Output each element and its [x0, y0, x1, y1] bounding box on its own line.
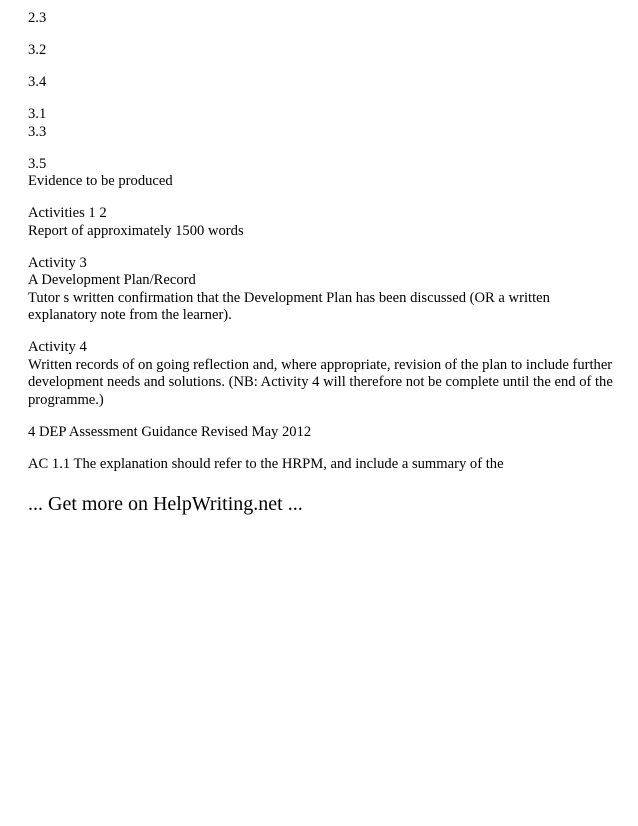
section-2-3	[28, 10, 613, 28]
activity-evidence-detail: Written records of on going reflection and, where appropriate, revision of the plan to include further development needs and solutions. (NB: Activity 4 will therefore not be complete until the end of the programme.)	[28, 356, 613, 408]
section-3-4	[28, 74, 613, 92]
guidance-heading	[28, 424, 613, 442]
activities-1-2	[28, 205, 613, 240]
activity-4	[28, 339, 613, 409]
evidence-heading: Evidence to be produced	[28, 173, 173, 189]
section-3-2	[28, 42, 613, 60]
activity-heading: Activity 4	[28, 339, 87, 355]
section-number: 3.2	[28, 42, 47, 58]
section-3-1-3-3	[28, 106, 613, 141]
section-number: 2.3	[28, 10, 47, 26]
guidance-title: 4 DEP Assessment Guidance Revised May 2012	[28, 423, 312, 440]
section-number: 3.1	[28, 106, 47, 122]
section-3-5	[28, 156, 613, 191]
document-page	[28, 10, 613, 516]
activity-evidence: A Development Plan/Record	[28, 272, 196, 288]
activity-heading: Activity 3	[28, 254, 87, 271]
activity-heading: Activities 1 2	[28, 205, 107, 221]
activity-evidence: Report of approximately 1500 words	[28, 222, 244, 239]
ac-text: AC 1.1 The explanation should refer to the HRPM, and include a summary of the	[28, 455, 504, 472]
activity-evidence-detail: Tutor s written confirmation that the Development Plan has been discussed (OR a written explanatory note from the learner).	[28, 289, 550, 323]
activity-3	[28, 255, 613, 325]
ac-1-1	[28, 456, 613, 474]
get-more-link[interactable]: ... Get more on HelpWriting.net ...	[28, 493, 303, 515]
section-number: 3.5	[28, 155, 47, 172]
section-number: 3.3	[28, 123, 47, 140]
section-number: 3.4	[28, 74, 47, 90]
